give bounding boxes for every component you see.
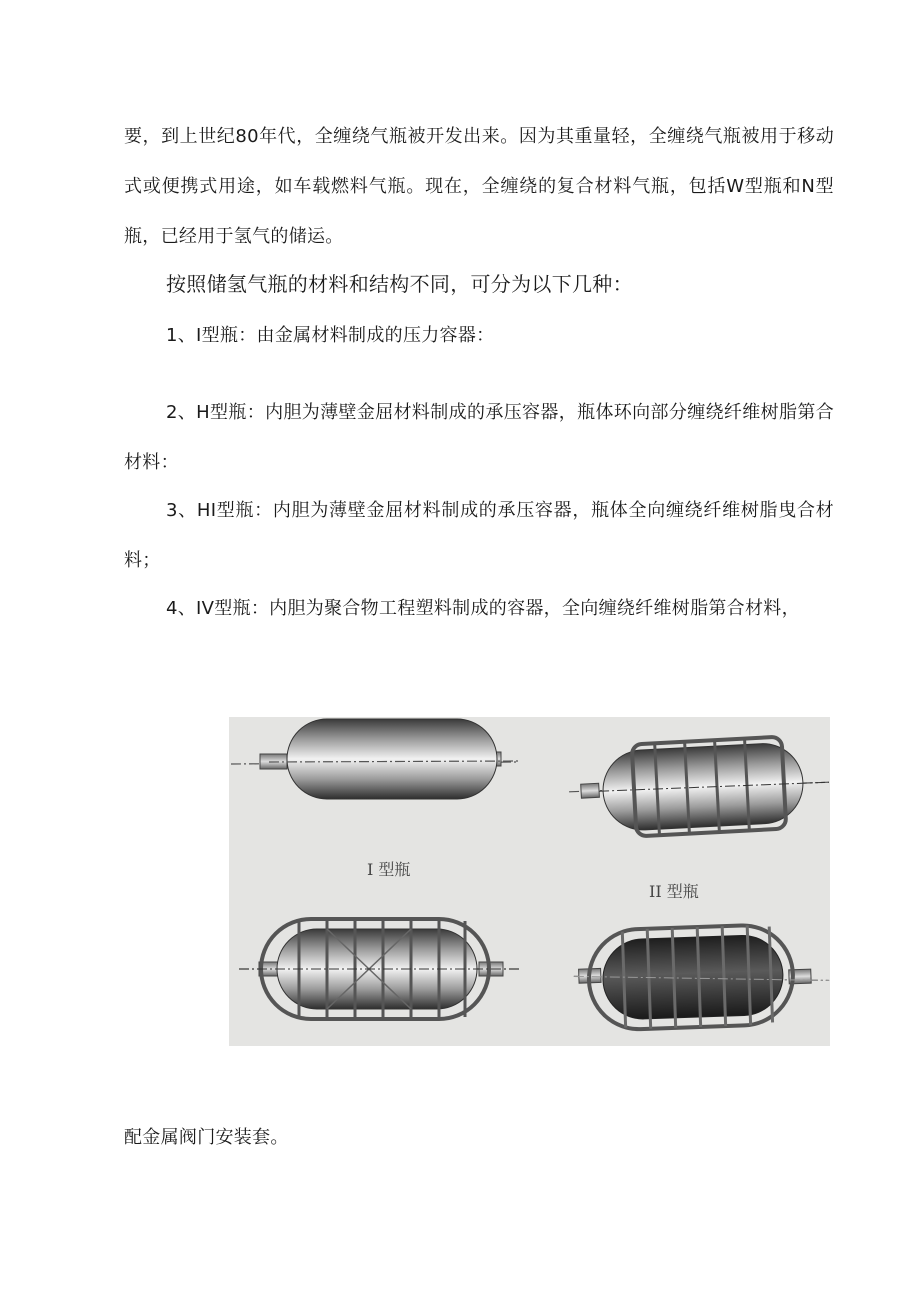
intro-paragraph: 要，到上世纪80年代，全缠绕气瓶被开发出来。因为其重量轻，全缠绕气瓶被用于移动式或便携式用途，如车载燃料气瓶。现在，全缠绕的复合材料气瓶，包括W型瓶和N型瓶，已经用于氢气的储运。	[124, 126, 834, 247]
section-heading: 按照储氢气瓶的材料和结构不同，可分为以下几种：	[166, 272, 633, 296]
cylinder-types-figure	[229, 717, 830, 1046]
continuation-paragraph: 配金属阀门安装套。	[124, 1127, 289, 1148]
label-type1: I 型瓶	[367, 860, 411, 879]
cylinder-type2-graphic	[567, 734, 830, 839]
cylinder-type4-graphic	[572, 922, 830, 1031]
list-item-type3: 3、HI型瓶：内胆为薄壁金屈材料制成的承压容器，瓶体全向缠绕纤维树脂曳合材料；	[124, 500, 834, 571]
list-item-type4: 4、IV型瓶：内胆为聚合物工程塑料制成的容器，全向缠绕纤维树脂第合材料，	[166, 598, 800, 619]
label-type2: II 型瓶	[649, 882, 699, 901]
cylinder-type3-graphic	[239, 919, 519, 1019]
cylinder-type1-graphic	[231, 719, 519, 799]
list-item-type1: 1、I型瓶：由金属材料制成的压力容器：	[166, 325, 495, 346]
list-item-type2: 2、H型瓶：内胆为薄壁金屈材料制成的承压容器，瓶体环向部分缠绕纤维树脂第合材料：	[124, 402, 834, 473]
